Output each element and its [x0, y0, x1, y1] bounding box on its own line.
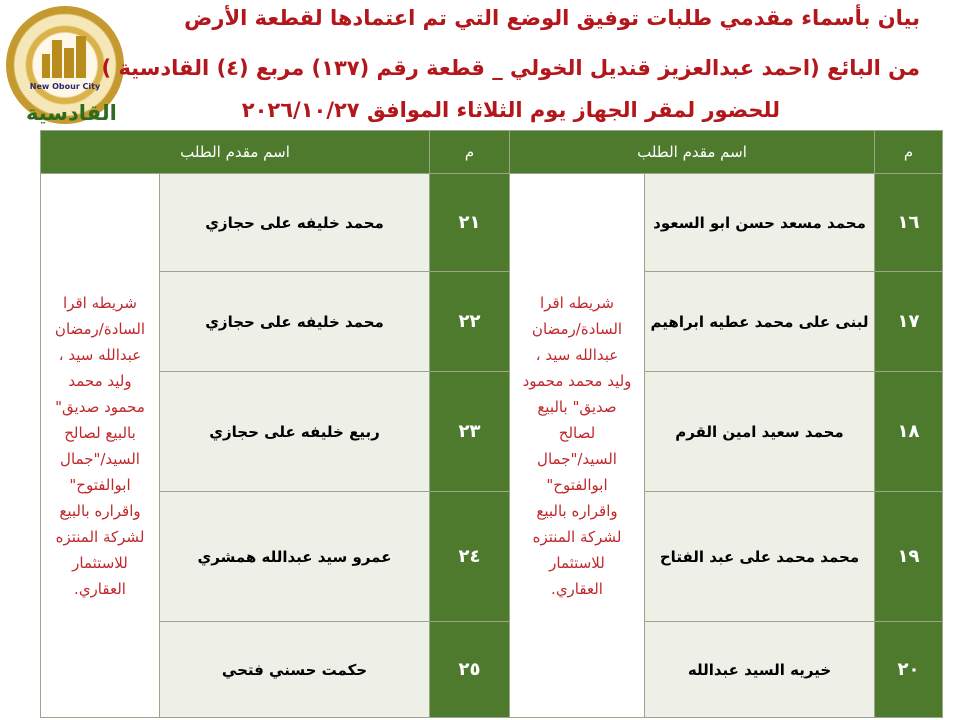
applicant-name: محمد خليفه على حجازي [160, 174, 430, 272]
table-row [41, 492, 943, 622]
applicant-name: ربيع خليفه على حجازي [160, 372, 430, 492]
buildings-icon [40, 34, 90, 78]
row-number: ٢٥ [430, 622, 510, 718]
header-line-1: بيان بأسماء مقدمي طلبات توفيق الوضع التي تم اعتمادها لقطعة الأرض [184, 6, 920, 30]
col-header-name: اسم مقدم الطلب [510, 131, 875, 174]
row-number: ٢٠ [875, 622, 943, 718]
applicant-name: محمد خليفه على حجازي [160, 272, 430, 372]
row-number: ١٨ [875, 372, 943, 492]
table-header-row [41, 131, 943, 174]
applicant-name: حكمت حسني فتحي [160, 622, 430, 718]
row-number: ٢٤ [430, 492, 510, 622]
table-row [41, 272, 943, 372]
applicant-name: عمرو سيد عبدالله همشري [160, 492, 430, 622]
header-line-2: من البائع (احمد عبدالعزيز قنديل الخولي _ قطعة رقم (١٣٧) مربع (٤) القادسية ) [101, 56, 920, 80]
row-number: ٢٢ [430, 272, 510, 372]
condition-note: شريطه اقرا السادة/رمضان عبدالله سيد ، وليد محمد محمود صديق" بالبيع لصالح السيد/"جمال ابوالفتوح" واقراره بالبيع لشركة المنتزه للاستثمار العقاري. [41, 174, 160, 718]
row-number: ٢١ [430, 174, 510, 272]
col-header-num: م [875, 131, 943, 174]
col-header-num: م [430, 131, 510, 174]
row-number: ١٩ [875, 492, 943, 622]
applicant-name: لبنى على محمد عطيه ابراهيم [645, 272, 875, 372]
table-row [41, 372, 943, 492]
district-label: القادسية [26, 101, 117, 125]
applicants-table [40, 130, 943, 718]
table-row [41, 174, 943, 272]
applicant-name: خيريه السيد عبدالله [645, 622, 875, 718]
header-line-3: للحضور لمقر الجهاز يوم الثلاثاء الموافق ٢٠٢٦/١٠/٢٧ [241, 98, 780, 122]
applicant-name: محمد سعيد امين القرم [645, 372, 875, 492]
applicant-name: محمد محمد على عبد الفتاح [645, 492, 875, 622]
condition-note: شريطه اقرا السادة/رمضان عبدالله سيد ، وليد محمد محمود صديق" بالبيع لصالح السيد/"جمال ابوالفتوح" واقراره بالبيع لشركة المنتزه للاستثمار العقاري. [510, 174, 645, 718]
row-number: ١٧ [875, 272, 943, 372]
table-row [41, 622, 943, 718]
logo-text: New Obour City [29, 82, 101, 91]
applicant-name: محمد مسعد حسن ابو السعود [645, 174, 875, 272]
row-number: ١٦ [875, 174, 943, 272]
col-header-name: اسم مقدم الطلب [41, 131, 430, 174]
row-number: ٢٣ [430, 372, 510, 492]
